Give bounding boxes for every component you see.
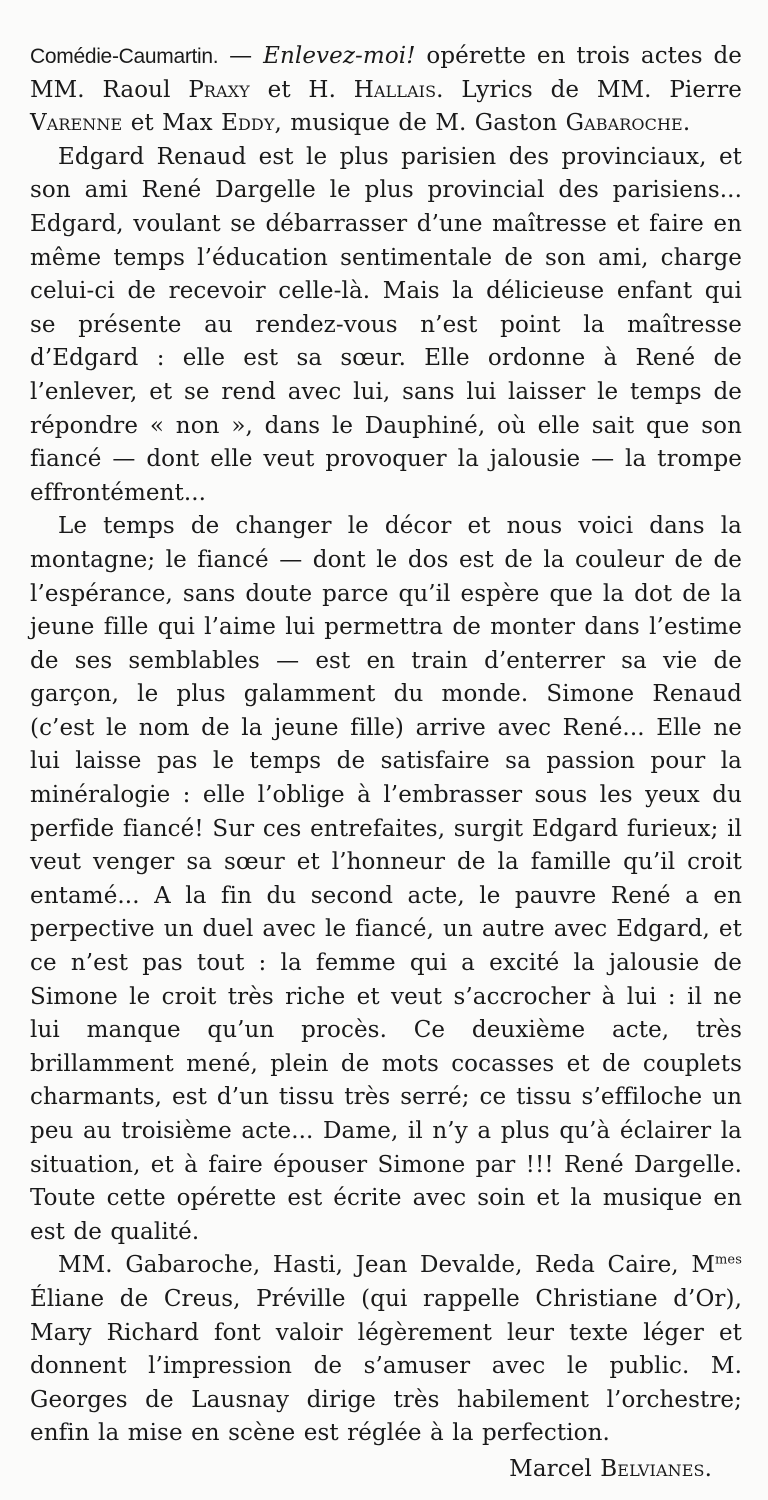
cast-text-1: MM. Gabaroche, Hasti, Jean Devalde, Reda Caire, M	[58, 1252, 715, 1279]
composer-gabaroche: Gabaroche	[565, 110, 683, 137]
review-header	[30, 40, 742, 141]
lyricist-varenne: Varenne	[30, 110, 123, 137]
author-hallais: Hallais	[353, 76, 437, 103]
review-column	[30, 40, 742, 1487]
credits-text-3: . Lyrics de MM. Pierre	[436, 76, 742, 103]
cast-text-2: Éliane de Creus, Préville (qui rappelle Christiane d’Or), Mary Richard font valoir légèrement leur texte léger et donnent l’impression de s’amuser avec le public. M. Georges de Lausnay dirige très habilement l’orchestre; enfin la mise en scène est réglée à la perfection.	[30, 1285, 742, 1447]
credits-text-2: et H.	[249, 76, 354, 103]
signature-first-name: Marcel	[509, 1455, 601, 1482]
cast-superscript: mes	[715, 1252, 742, 1268]
paragraph-cast	[30, 1249, 742, 1451]
signature-last-name: Belvianes	[600, 1455, 705, 1482]
credits-text-1: opérette en trois actes de MM. Raoul	[30, 43, 742, 103]
credits-text-5: , musique de M. Gaston	[274, 110, 566, 137]
credits-text-4: et Max	[122, 110, 222, 137]
signature	[30, 1453, 742, 1487]
paragraph-plot-1: Edgard Renaud est le plus parisien des provinciaux, et son ami René Dargelle le plus provincial des parisiens... Edgard, voulant se débarrasser d’une maîtresse et faire en même temps l’éducation sentimentale de son ami, charge celui-ci de recevoir celle-là. Mais la délicieuse enfant qui se présente au rendez-vous n’est point la maîtresse d’Edgard : elle est sa sœur. Elle ordonne à René de l’enlever, et se rend avec lui, sans lui laisser le temps de répondre « non », dans le Dauphiné, où elle sait que son fiancé — dont elle veut provoquer la jalousie — la trompe effrontément...	[30, 143, 742, 506]
header-dash: —	[218, 43, 264, 69]
theatre-name: Comédie-Caumartin.	[30, 45, 219, 68]
paragraph-plot-2: Le temps de changer le décor et nous voici dans la montagne; le fiancé — dont le dos est de la couleur de de l’espérance, sans doute parce qu’il espère que la dot de la jeune fille qui l’aime lui permettra de monter dans l’estime de ses semblables — est en train d’enterrer sa vie de garçon, le plus galamment du monde. Simone Renaud (c’est le nom de la jeune fille) arrive avec René... Elle ne lui laisse pas le temps de satisfaire sa passion pour la minéralogie : elle l’oblige à l’embrasser sous les yeux du perfide fiancé! Sur ces entrefaites, surgit Edgard furieux; il veut venger sa sœur et l’honneur de la famille qu’il croit entamé... A la fin du second acte, le pauvre René a en perpective un duel avec le fiancé, un autre avec Edgard, et ce n’est pas tout : la femme qui a excité la jalousie de Simone le croit très riche et veut s’accrocher à lui : il ne lui manque qu’un procès. Ce deuxième acte, très brillamment mené, plein de mots cocasses et de couplets charmants, est d’un tissu très serré; ce tissu s’effiloche un peu au troisième acte... Dame, il n’y a plus qu’à éclairer la situation, et à faire épouser Simone par !!! René Dargelle. Toute cette opérette est écrite avec soin et la musique en est de qualité.	[30, 513, 742, 1245]
author-praxy: Praxy	[188, 76, 250, 103]
play-title: Enlevez-moi!	[263, 43, 416, 69]
credits-text-6: .	[682, 110, 691, 137]
lyricist-eddy: Eddy	[221, 110, 275, 137]
signature-end: .	[704, 1455, 712, 1482]
